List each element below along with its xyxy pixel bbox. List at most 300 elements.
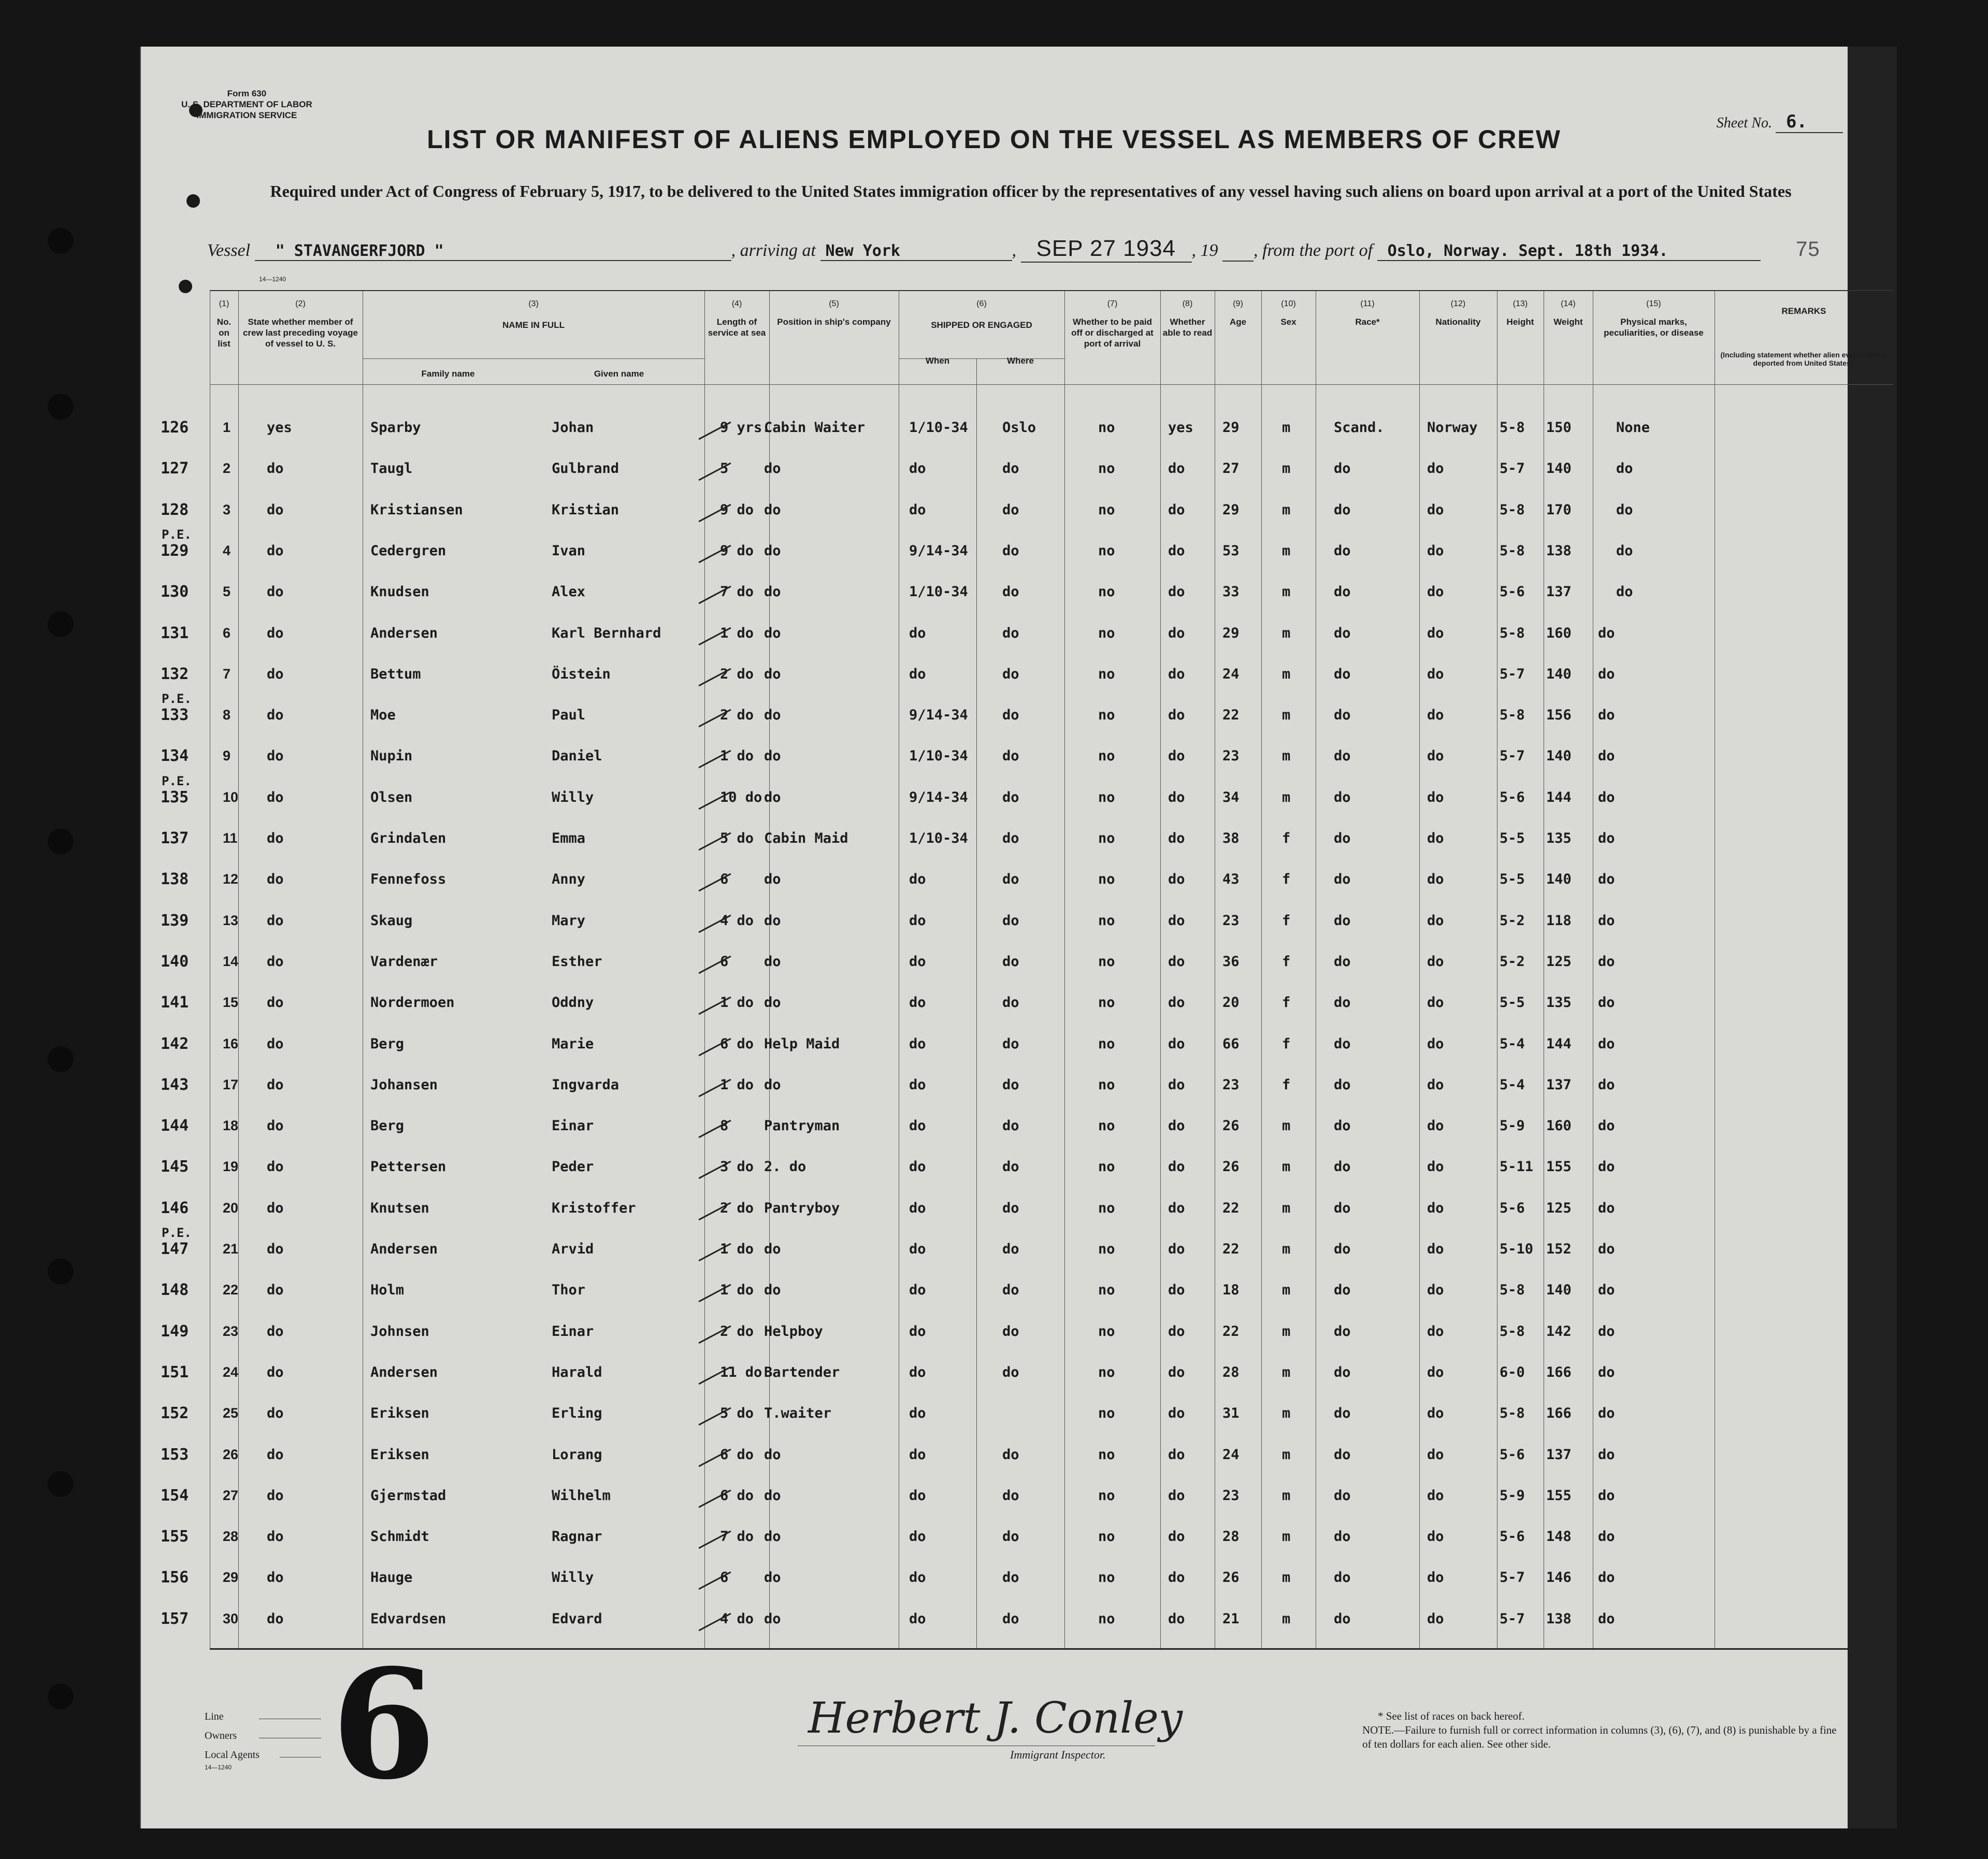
cell-when: do <box>909 1529 926 1545</box>
margin-line-number: 142 <box>161 1034 189 1053</box>
cell-read: do <box>1168 1610 1185 1627</box>
cell-prev: do <box>267 871 284 888</box>
from-port-label: , from the port of <box>1254 241 1373 260</box>
column-label: Position in ship's company <box>777 317 891 327</box>
cell-position: Cabin Waiter <box>764 420 866 436</box>
cell-nat: do <box>1427 1035 1444 1052</box>
cell-age: 43 <box>1222 871 1240 888</box>
crew-row <box>0 1405 1988 1426</box>
cell-height: 5-4 <box>1500 1035 1525 1052</box>
cell-position: Helpboy <box>764 1323 823 1339</box>
column-header <box>707 291 767 338</box>
cell-position: do <box>764 1282 781 1299</box>
cell-remarks: do <box>1598 1529 1615 1545</box>
column-header <box>1595 291 1712 338</box>
margin-annotation: P.E. <box>162 527 192 542</box>
cell-prev: do <box>267 666 284 682</box>
cell-service: 2 do <box>720 1200 754 1216</box>
cell-height: 5-8 <box>1500 1323 1525 1339</box>
cell-sex: m <box>1282 1282 1291 1299</box>
cell-given: Harald <box>552 1364 602 1380</box>
cell-paid: no <box>1098 748 1115 765</box>
cell-paid: no <box>1098 501 1115 518</box>
cell-read: do <box>1168 871 1185 888</box>
cell-paid: no <box>1098 542 1115 559</box>
cell-service: 1 do <box>720 1241 754 1257</box>
column-label: Whether able to read <box>1162 317 1213 338</box>
crew-row <box>0 913 1988 933</box>
margin-line-number: 154 <box>161 1486 189 1505</box>
cell-weight: 135 <box>1546 995 1572 1011</box>
cell-weight: 160 <box>1546 1118 1572 1134</box>
cell-read: do <box>1168 789 1185 805</box>
cell-nat: do <box>1427 542 1444 559</box>
column-header <box>1499 291 1542 327</box>
cell-given: Esther <box>552 953 602 970</box>
cell-age: 34 <box>1222 789 1240 805</box>
cell-age: 22 <box>1222 1241 1240 1257</box>
cell-no: 27 <box>223 1487 239 1503</box>
cell-when: do <box>909 1282 926 1299</box>
cell-height: 5-6 <box>1500 1446 1525 1463</box>
cell-height: 5-7 <box>1500 1569 1525 1586</box>
crew-row <box>0 995 1988 1015</box>
cell-weight: 150 <box>1546 420 1572 436</box>
cell-paid: no <box>1098 1241 1115 1257</box>
agents-form-code: 14—1240 <box>205 1764 232 1771</box>
cell-weight: 160 <box>1546 625 1572 641</box>
column-label: Weight <box>1553 317 1583 327</box>
margin-line-number: 140 <box>161 952 189 971</box>
cell-where: do <box>1002 1118 1019 1134</box>
cell-family: Berg <box>370 1118 405 1134</box>
column-label: SHIPPED OR ENGAGED <box>931 320 1032 330</box>
cell-read: do <box>1168 830 1185 846</box>
cell-where: do <box>1002 748 1019 765</box>
cell-position: Bartender <box>764 1364 840 1380</box>
cell-family: Nordermoen <box>370 995 455 1011</box>
cell-read: do <box>1168 748 1185 765</box>
cell-nat: do <box>1427 666 1444 682</box>
cell-race: do <box>1334 1446 1351 1463</box>
cell-race: do <box>1334 1610 1351 1627</box>
cell-given: Lorang <box>552 1446 602 1463</box>
footnotes <box>1362 1709 1839 1751</box>
cell-remarks: do <box>1598 1405 1615 1422</box>
cell-age: 29 <box>1222 420 1240 436</box>
cell-no: 7 <box>223 666 231 682</box>
crew-row <box>0 1611 1988 1632</box>
cell-read: do <box>1168 501 1185 518</box>
cell-where: do <box>1002 1364 1019 1380</box>
cell-given: Emma <box>552 830 586 846</box>
cell-height: 5-6 <box>1500 789 1525 805</box>
cell-no: 9 <box>223 748 231 764</box>
cell-age: 26 <box>1222 1569 1240 1586</box>
cell-race: do <box>1334 1487 1351 1504</box>
cell-weight: 140 <box>1546 666 1572 682</box>
cell-weight: 137 <box>1546 1446 1572 1463</box>
margin-line-number: 133 <box>161 706 189 725</box>
cell-age: 24 <box>1222 1446 1240 1463</box>
cell-height: 5-2 <box>1500 953 1525 970</box>
cell-when: do <box>909 953 926 970</box>
margin-line-number: 146 <box>161 1199 189 1217</box>
cell-paid: no <box>1098 584 1115 600</box>
cell-age: 38 <box>1222 830 1240 846</box>
subheader-label: Family name <box>421 369 475 379</box>
cell-read: do <box>1168 460 1185 477</box>
arrival-port: New York <box>820 242 1012 261</box>
cell-height: 6-0 <box>1500 1364 1525 1380</box>
cell-weight: 118 <box>1546 912 1572 929</box>
cell-nat: do <box>1427 912 1444 929</box>
vessel-name: " STAVANGERFJORD " <box>255 242 731 261</box>
cell-position: do <box>764 789 781 805</box>
cell-service: 9 do <box>720 501 754 518</box>
cell-service: 7 do <box>720 584 754 600</box>
cell-race: do <box>1334 871 1351 888</box>
cell-position: do <box>764 1529 781 1545</box>
cell-remarks: do <box>1598 830 1615 846</box>
cell-race: do <box>1334 995 1351 1011</box>
cell-paid: no <box>1098 1610 1115 1627</box>
margin-line-number: 139 <box>161 911 189 930</box>
cell-when: do <box>909 1610 926 1627</box>
cell-age: 28 <box>1222 1529 1240 1545</box>
cell-service: 2 do <box>720 1323 754 1339</box>
service-name: IMMIGRATION SERVICE <box>196 110 297 120</box>
cell-where: do <box>1002 1529 1019 1545</box>
cell-where: do <box>1002 542 1019 559</box>
column-number: (13) <box>1512 299 1528 308</box>
owners-label: Owners <box>205 1730 237 1741</box>
crew-row <box>0 1200 1988 1221</box>
cell-prev: do <box>267 1076 284 1093</box>
cell-service: 10 do <box>720 789 762 805</box>
cell-nat: do <box>1427 1364 1444 1380</box>
cell-race: do <box>1334 666 1351 682</box>
cell-no: 24 <box>223 1364 239 1380</box>
cell-family: Kristiansen <box>370 501 463 518</box>
cell-sex: m <box>1282 542 1291 559</box>
cell-age: 23 <box>1222 912 1240 929</box>
cell-no: 15 <box>223 995 239 1011</box>
cell-height: 5-6 <box>1500 1529 1525 1545</box>
cell-when: 1/10-34 <box>909 748 968 765</box>
cell-when: do <box>909 460 926 477</box>
cell-read: do <box>1168 1364 1185 1380</box>
cell-paid: no <box>1098 1364 1115 1380</box>
cell-service: 6 <box>720 953 729 970</box>
cell-family: Grindalen <box>370 830 446 846</box>
cell-family: Olsen <box>370 789 413 805</box>
cell-family: Andersen <box>370 625 438 641</box>
cell-paid: no <box>1098 1323 1115 1339</box>
column-header <box>1162 291 1213 338</box>
cell-where: do <box>1002 666 1019 682</box>
department-name: U. S. DEPARTMENT OF LABOR <box>181 99 312 109</box>
cell-height: 5-11 <box>1500 1159 1534 1175</box>
cell-no: 22 <box>223 1282 239 1298</box>
cell-position: do <box>764 1076 781 1093</box>
cell-height: 5-7 <box>1500 1610 1525 1627</box>
cell-position: do <box>764 625 781 641</box>
cell-weight: 148 <box>1546 1529 1572 1545</box>
cell-given: Ragnar <box>552 1529 602 1545</box>
cell-paid: no <box>1098 1159 1115 1175</box>
column-number: (2) <box>295 299 306 308</box>
cell-service: 4 do <box>720 1610 754 1627</box>
cell-read: do <box>1168 1529 1185 1545</box>
cell-family: Skaug <box>370 912 413 929</box>
cell-family: Knutsen <box>370 1200 429 1216</box>
cell-where: do <box>1002 871 1019 888</box>
cell-sex: m <box>1282 666 1291 682</box>
binder-hole <box>48 1683 74 1709</box>
cell-age: 66 <box>1222 1035 1240 1052</box>
binder-hole <box>48 394 74 420</box>
column-label: Age <box>1229 317 1247 327</box>
cell-sex: m <box>1282 625 1291 641</box>
cell-paid: no <box>1098 460 1115 477</box>
cell-nat: do <box>1427 871 1444 888</box>
cell-where: do <box>1002 830 1019 846</box>
cell-paid: no <box>1098 1035 1115 1052</box>
cell-service: 1 do <box>720 995 754 1011</box>
cell-family: Fennefoss <box>370 871 446 888</box>
cell-weight: 146 <box>1546 1569 1572 1586</box>
cell-remarks: do <box>1598 1159 1615 1175</box>
cell-service: 11 do <box>720 1364 762 1380</box>
cell-prev: do <box>267 460 284 477</box>
cell-family: Taugl <box>370 460 413 477</box>
margin-annotation: P.E. <box>162 1226 192 1240</box>
cell-where: do <box>1002 1569 1019 1586</box>
column-label: Race* <box>1355 317 1380 327</box>
margin-line-number: 149 <box>161 1322 189 1341</box>
cell-prev: do <box>267 1569 284 1586</box>
cell-no: 26 <box>223 1446 239 1462</box>
cell-service: 6 do <box>720 1487 754 1504</box>
cell-remarks: do <box>1598 1569 1615 1586</box>
cell-no: 14 <box>223 953 239 969</box>
cell-read: do <box>1168 953 1185 970</box>
cell-service: 6 do <box>720 1446 754 1463</box>
column-number: (4) <box>731 299 742 308</box>
crew-row <box>0 954 1988 974</box>
cell-where: do <box>1002 1446 1019 1463</box>
margin-line-number: 147 <box>161 1240 189 1258</box>
cell-race: do <box>1334 1529 1351 1545</box>
cell-service: 1 do <box>720 1076 754 1093</box>
margin-line-number: 134 <box>161 747 189 766</box>
cell-prev: do <box>267 1035 284 1052</box>
cell-position: Cabin Maid <box>764 830 848 846</box>
cell-no: 28 <box>223 1529 239 1545</box>
cell-nat: do <box>1427 1569 1444 1586</box>
cell-sex: m <box>1282 420 1291 436</box>
cell-service: 6 <box>720 1569 729 1586</box>
cell-when: do <box>909 625 926 641</box>
cell-sex: m <box>1282 789 1291 805</box>
cell-height: 5-4 <box>1500 1076 1525 1093</box>
cell-weight: 144 <box>1546 1035 1572 1052</box>
line-label: Line <box>205 1711 224 1722</box>
cell-read: do <box>1168 912 1185 929</box>
cell-race: do <box>1334 1364 1351 1380</box>
cell-sex: m <box>1282 1610 1291 1627</box>
crew-row <box>0 707 1988 728</box>
cell-read: do <box>1168 1035 1185 1052</box>
cell-service: 2 do <box>720 707 754 724</box>
cell-position: do <box>764 1610 781 1627</box>
cell-where: do <box>1002 1076 1019 1093</box>
cell-service: 9 do <box>720 542 754 559</box>
cell-given: Wilhelm <box>552 1487 611 1504</box>
cell-remarks: do <box>1598 912 1615 929</box>
cell-nat: do <box>1427 1282 1444 1299</box>
cell-given: Einar <box>552 1323 594 1339</box>
cell-given: Karl Bernhard <box>552 625 661 641</box>
column-header <box>901 291 1062 330</box>
cell-paid: no <box>1098 666 1115 682</box>
cell-read: do <box>1168 1405 1185 1422</box>
cell-no: 4 <box>223 542 231 558</box>
cell-remarks: do <box>1598 1364 1615 1380</box>
cell-weight: 138 <box>1546 1610 1572 1627</box>
cell-service: 6 do <box>720 1035 754 1052</box>
cell-age: 22 <box>1222 707 1240 724</box>
cell-position: do <box>764 953 781 970</box>
cell-weight: 170 <box>1546 501 1572 518</box>
cell-nat: do <box>1427 1159 1444 1175</box>
cell-when: do <box>909 1076 926 1093</box>
cell-service: 5 do <box>720 830 754 846</box>
cell-given: Alex <box>552 584 586 600</box>
crew-row <box>0 1118 1988 1139</box>
cell-read: do <box>1168 1487 1185 1504</box>
column-label: Height <box>1506 317 1534 327</box>
cell-height: 5-7 <box>1500 748 1525 765</box>
cell-race: do <box>1334 1159 1351 1175</box>
margin-line-number: 143 <box>161 1075 189 1094</box>
cell-where: do <box>1002 1323 1019 1339</box>
column-header <box>1067 291 1158 349</box>
column-label: State whether member of crew last preceding voyage of vessel to U. S. <box>242 317 358 349</box>
cell-family: Vardenær <box>370 953 438 970</box>
cell-no: 2 <box>223 460 231 477</box>
margin-line-number: 126 <box>161 419 189 437</box>
cell-weight: 156 <box>1546 707 1572 724</box>
margin-line-number: 135 <box>161 788 189 806</box>
column-number: (11) <box>1360 299 1375 308</box>
crew-row <box>0 1282 1988 1303</box>
cell-race: do <box>1334 1035 1351 1052</box>
cell-nat: do <box>1427 625 1444 641</box>
cell-given: Kristian <box>552 501 620 518</box>
cell-remarks: do <box>1598 1076 1615 1093</box>
cell-sex: f <box>1282 912 1291 929</box>
crew-row <box>0 1323 1988 1344</box>
cell-read: do <box>1168 542 1185 559</box>
cell-prev: do <box>267 995 284 1011</box>
cell-family: Berg <box>370 1035 405 1052</box>
cell-remarks: do <box>1598 1241 1615 1257</box>
cell-paid: no <box>1098 1200 1115 1216</box>
cell-sex: m <box>1282 460 1291 477</box>
column-label: REMARKS <box>1781 306 1826 316</box>
cell-service: 5 <box>720 460 729 477</box>
cell-where: do <box>1002 584 1019 600</box>
cell-nat: do <box>1427 748 1444 765</box>
cell-height: 5-8 <box>1500 420 1525 436</box>
cell-race: do <box>1334 748 1351 765</box>
cell-race: do <box>1334 1405 1351 1422</box>
cell-given: Willy <box>552 1569 594 1586</box>
inspector-title: Immigrant Inspector. <box>1010 1748 1106 1761</box>
cell-race: do <box>1334 460 1351 477</box>
cell-position: do <box>764 1241 781 1257</box>
crew-row <box>0 1159 1988 1179</box>
cell-sex: m <box>1282 1364 1291 1380</box>
local-agents-label: Local Agents <box>205 1749 260 1761</box>
margin-line-number: 151 <box>161 1363 189 1381</box>
crew-row <box>0 789 1988 810</box>
cell-paid: no <box>1098 912 1115 929</box>
cell-age: 18 <box>1222 1282 1240 1299</box>
cell-sex: m <box>1282 1569 1291 1586</box>
cell-no: 30 <box>223 1610 239 1626</box>
cell-position: do <box>764 1569 781 1586</box>
cell-service: 1 do <box>720 625 754 641</box>
cell-prev: do <box>267 1323 284 1339</box>
cell-given: Öistein <box>552 666 611 682</box>
cell-family: Eriksen <box>370 1405 429 1422</box>
cell-age: 27 <box>1222 460 1240 477</box>
cell-when: do <box>909 871 926 888</box>
cell-remarks: do <box>1598 1487 1615 1504</box>
remarks-note: (Including statement whether alien ever ordered deported from United States) <box>1720 351 1886 367</box>
cell-remarks: do <box>1598 1446 1615 1463</box>
crew-row <box>0 1569 1988 1590</box>
cell-age: 28 <box>1222 1364 1240 1380</box>
column-number: (12) <box>1450 299 1466 308</box>
cell-nat: do <box>1427 707 1444 724</box>
cell-race: do <box>1334 1569 1351 1586</box>
cell-weight: 135 <box>1546 830 1572 846</box>
column-header <box>240 291 361 349</box>
cell-where: Oslo <box>1002 420 1036 436</box>
cell-paid: no <box>1098 625 1115 641</box>
cell-no: 10 <box>223 789 239 805</box>
departure-port: Oslo, Norway. Sept. 18th 1934. <box>1377 242 1761 261</box>
cell-position: do <box>764 912 781 929</box>
cell-height: 5-8 <box>1500 707 1525 724</box>
cell-where: do <box>1002 1241 1019 1257</box>
cell-nat: do <box>1427 995 1444 1011</box>
sheet-number-large: 6 <box>332 1637 436 1813</box>
cell-no: 17 <box>223 1076 239 1092</box>
cell-when: do <box>909 995 926 1011</box>
cell-given: Willy <box>552 789 594 805</box>
cell-age: 29 <box>1222 501 1240 518</box>
vessel-line: Vessel " STAVANGERFJORD " , arriving at New York , SEP 27 1934 , 19 , from the port of Oslo, Norway. Sept. 18th 1934. 75 <box>207 236 1820 263</box>
cell-race: do <box>1334 1323 1351 1339</box>
cell-when: do <box>909 1569 926 1586</box>
cell-nat: Norway <box>1427 420 1478 436</box>
cell-position: Pantryman <box>764 1118 840 1134</box>
